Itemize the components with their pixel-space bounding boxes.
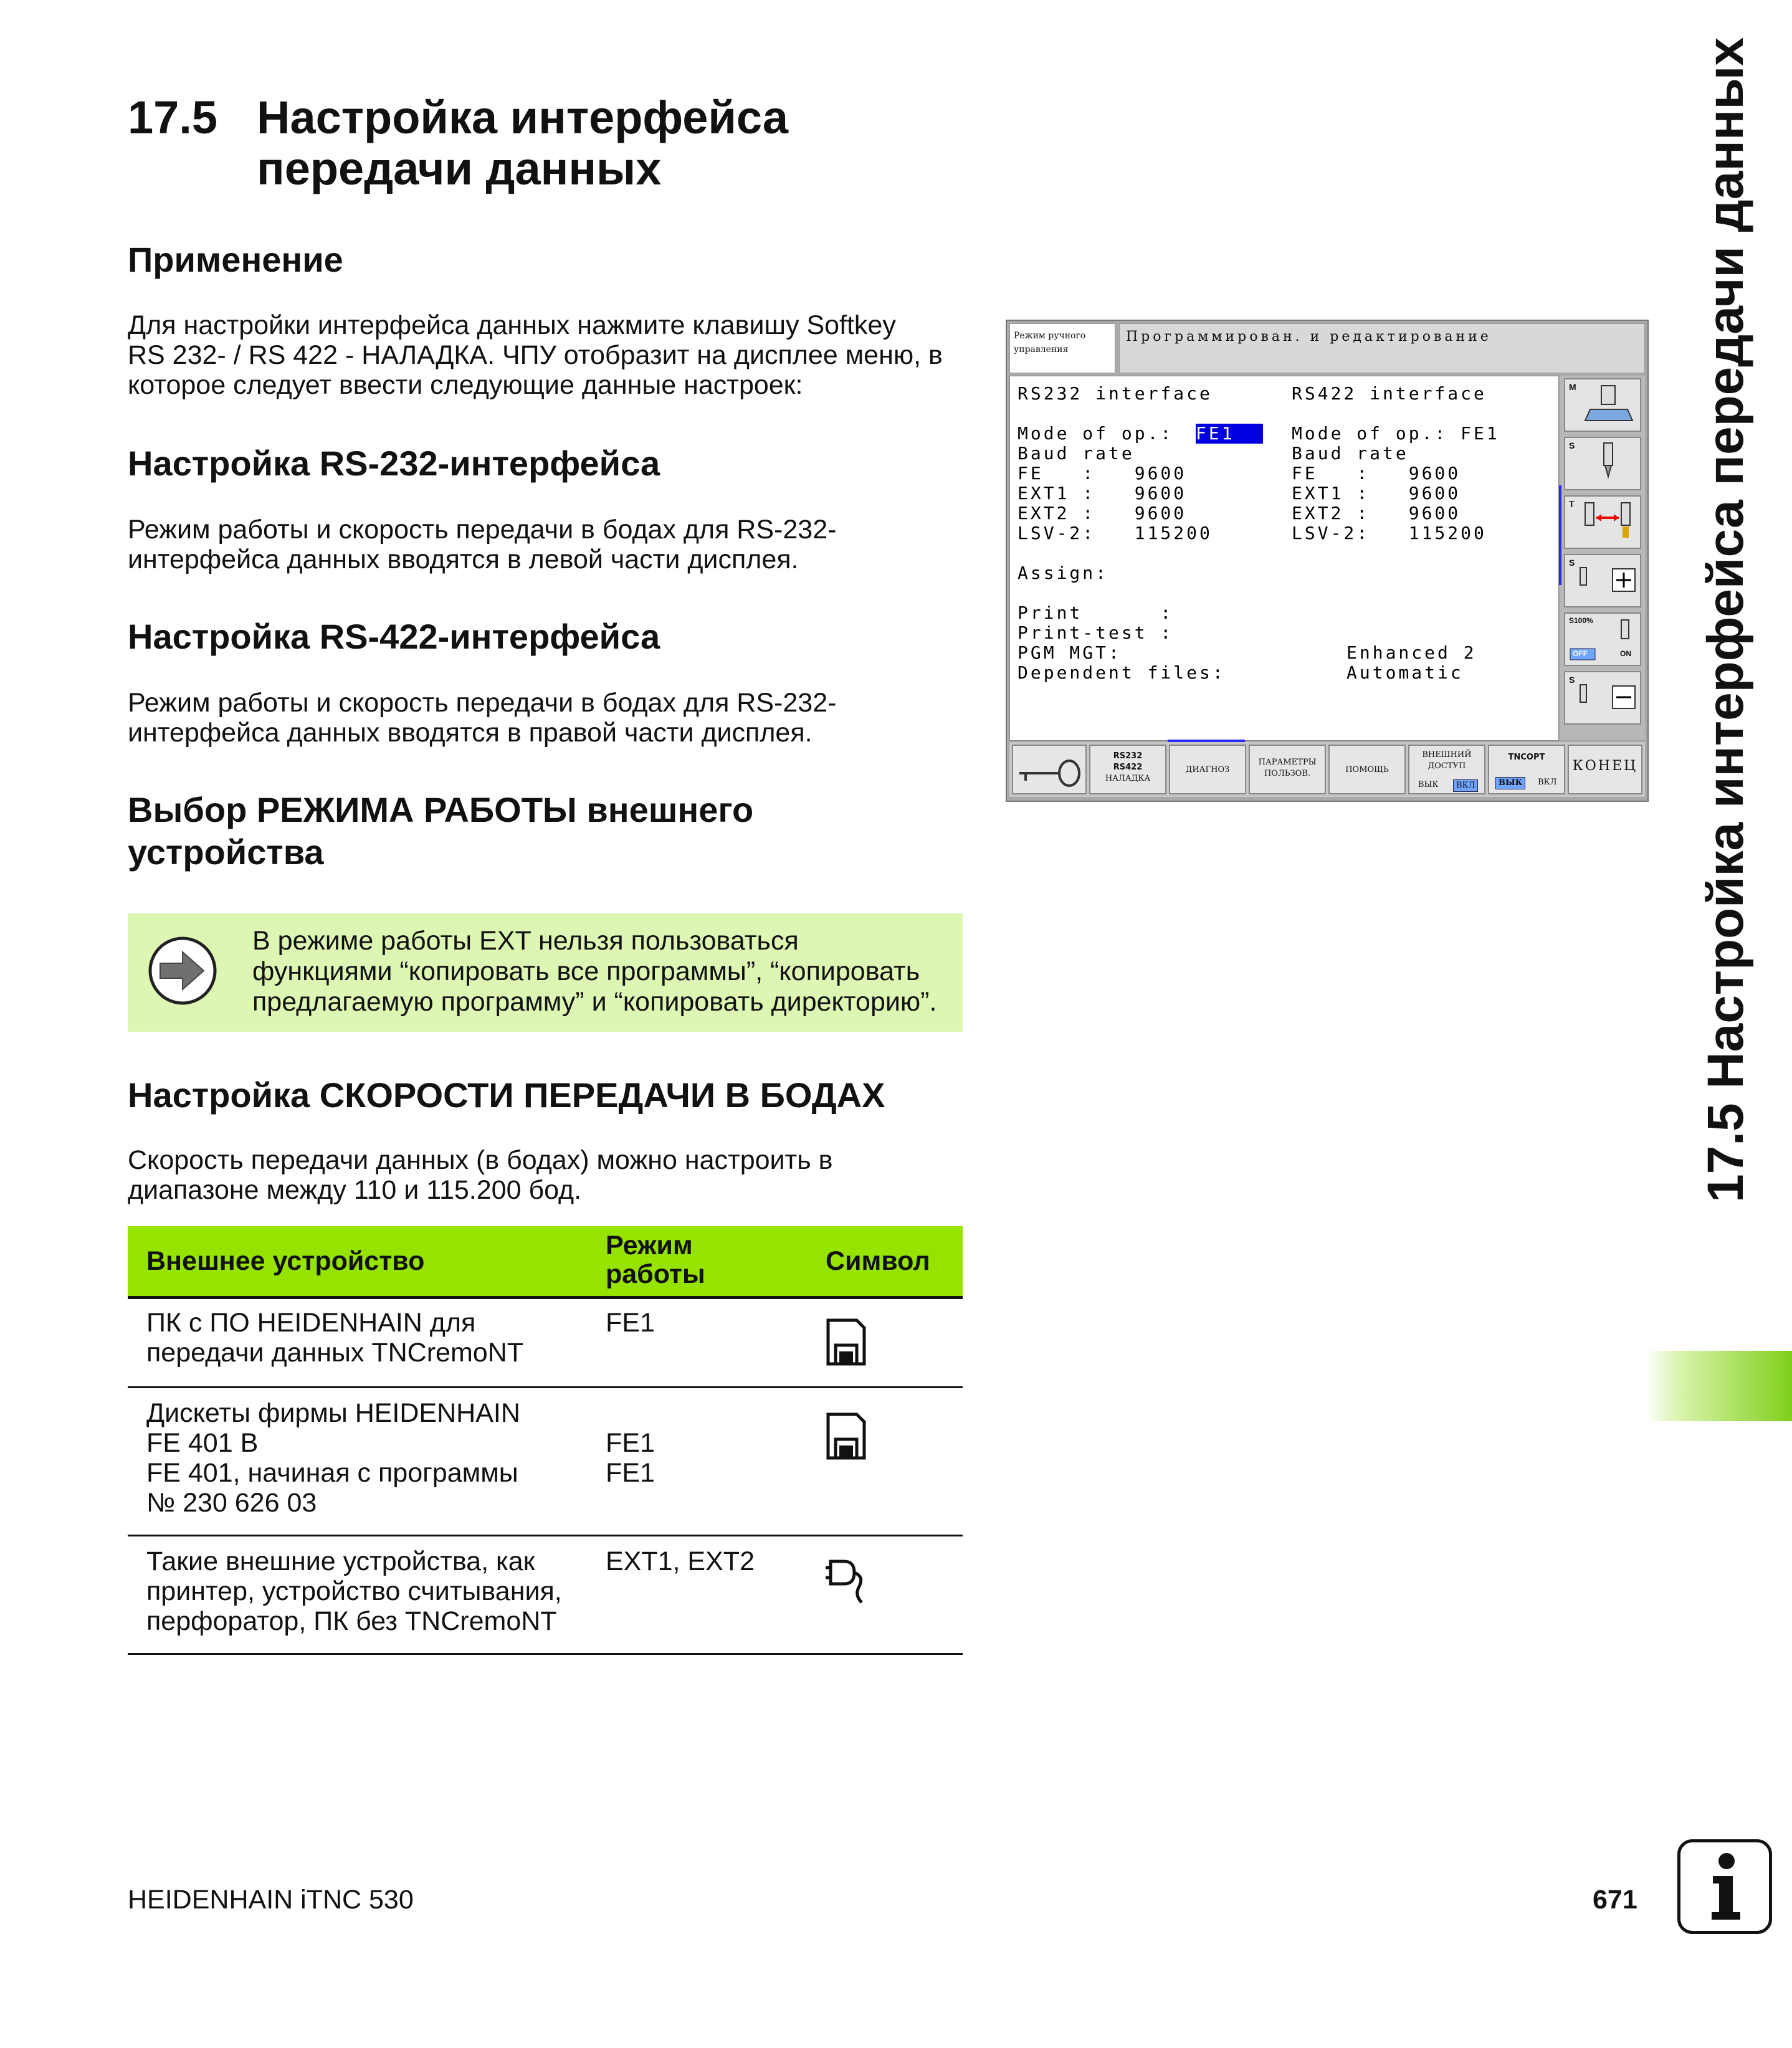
rs422-heading: Настройка RS-422-интерфейса — [128, 617, 660, 656]
help-softkey[interactable] — [1328, 745, 1406, 794]
note-line: функциями “копировать все программы”, “копировать — [252, 956, 920, 986]
rs422-fe-field[interactable]: FE : 9600 — [1292, 463, 1461, 483]
mode-line: EXT1, EXT2 — [606, 1546, 755, 1576]
active-underline — [1168, 740, 1245, 742]
mode-cell — [606, 1546, 793, 1576]
table-header — [128, 1226, 963, 1299]
mode-line — [606, 1398, 793, 1428]
softkey-line: ПОЛЬЗОВ. — [1264, 769, 1311, 778]
mode-label-line2: управления — [1014, 345, 1069, 355]
note-box — [128, 913, 963, 1032]
mode-label-line1: Режим ручного — [1014, 331, 1086, 341]
device-line: FE 401, начиная с программы — [146, 1458, 518, 1488]
application-line: которое следует ввести следующие данные настроек: — [128, 370, 803, 400]
mode-select-heading-line1: Выбор РЕЖИМА РАБОТЫ внешнего — [128, 790, 754, 829]
softkey-t[interactable] — [1564, 495, 1641, 549]
softkey-line: ВНЕШНИЙ — [1422, 750, 1472, 760]
dependent-files-value[interactable]: Automatic — [1346, 662, 1464, 683]
chapter-tab — [1645, 1351, 1792, 1421]
softkey-line: TNCOPT — [1508, 753, 1545, 762]
assign-label: Assign: — [1018, 563, 1109, 583]
softkey-line: НАЛАДКА — [1105, 774, 1151, 783]
plug-icon — [826, 1558, 867, 1612]
operating-mode-label — [1009, 323, 1115, 373]
softkey-line: КОНЕЦ — [1572, 758, 1638, 774]
section-title — [257, 92, 973, 194]
softkey-label: T — [1569, 499, 1575, 509]
device-line: № 230 626 03 — [146, 1488, 317, 1518]
application-line: Для настройки интерфейса данных нажмите клавишу Softkey — [128, 310, 896, 340]
scroll-indicator — [1559, 485, 1561, 585]
device-cell — [146, 1398, 583, 1518]
tool-change-icon — [1565, 497, 1640, 548]
mode-line: FE1 — [606, 1308, 655, 1338]
floppy-disk-icon — [826, 1318, 867, 1373]
off-label: OFF — [1573, 649, 1588, 658]
vertical-softkey-bar — [1560, 376, 1645, 740]
rs422-line: интерфейса данных вводятся в правой части дисплея. — [128, 718, 813, 748]
tool-icon — [1565, 438, 1640, 489]
softkey-label: M — [1569, 382, 1576, 392]
softkey-label: S — [1569, 558, 1575, 568]
rs422-ext2-field[interactable]: EXT2 : 9600 — [1292, 503, 1461, 523]
plus-icon — [1565, 555, 1640, 606]
print-test-field[interactable]: Print-test : — [1018, 622, 1174, 643]
softkey-s-minus[interactable] — [1564, 671, 1641, 725]
section-title-line2: передачи данных — [257, 143, 662, 194]
rs422-text — [128, 688, 963, 748]
softkey-line: ДОСТУП — [1427, 761, 1466, 771]
softkey-line: ПОМОЩЬ — [1345, 765, 1389, 774]
baud-line: Скорость передачи данных (в бодах) можно настроить в — [128, 1145, 833, 1175]
manual-name: HEIDENHAIN iTNC 530 — [128, 1885, 414, 1915]
application-line: RS 232- / RS 422 - НАЛАДКА. ЧПУ отобразит на дисплее меню, в — [128, 340, 943, 370]
rs232-header: RS232 interface — [1018, 383, 1213, 404]
softkey-label: S — [1569, 441, 1575, 450]
ext-off-label: ВЫК — [1418, 780, 1439, 789]
table-row — [128, 1299, 963, 1388]
device-line: FE 401 B — [146, 1428, 259, 1458]
softkey-line: RS422 — [1113, 763, 1143, 772]
minus-icon — [1565, 672, 1640, 723]
application-text — [128, 310, 963, 400]
pgm-mgt-label: PGM MGT: — [1018, 642, 1122, 663]
rs232-line: интерфейса данных вводятся в левой части дисплея. — [128, 545, 799, 574]
tncopt-softkey[interactable] — [1488, 745, 1565, 794]
section-number: 17.5 — [128, 92, 218, 143]
rs232-baud-label: Baud rate — [1018, 443, 1135, 464]
control-screen — [1006, 320, 1649, 802]
info-icon — [1677, 1839, 1772, 1934]
ext-on-label: ВКЛ — [1453, 779, 1478, 792]
tncopt-off-label: ВЫК — [1495, 777, 1525, 789]
rs422-lsv2-field[interactable]: LSV-2: 115200 — [1292, 523, 1487, 543]
device-line: Такие внешние устройства, как — [146, 1546, 535, 1576]
key-icon — [1013, 746, 1085, 793]
device-table — [128, 1226, 963, 1655]
rs232-mode-label: Mode of op.: — [1018, 423, 1174, 444]
device-line: перфоратор, ПК без TNCremoNT — [146, 1606, 557, 1636]
rs232-ext2-field[interactable]: EXT2 : 9600 — [1018, 503, 1187, 523]
rs-setup-softkey[interactable] — [1089, 745, 1166, 794]
baud-text — [128, 1145, 963, 1205]
column-header-symbol: Символ — [826, 1246, 930, 1276]
spindle-icon — [1565, 379, 1640, 431]
device-line: ПК с ПО HEIDENHAIN для — [146, 1308, 476, 1338]
note-text — [252, 926, 956, 1017]
rs422-header: RS422 interface — [1292, 383, 1487, 404]
arrow-right-icon — [148, 936, 217, 1006]
softkey-bar — [1009, 742, 1645, 797]
rs232-ext1-field[interactable]: EXT1 : 9600 — [1018, 483, 1187, 503]
softkey-label: S100% — [1569, 616, 1593, 625]
on-label: ON — [1620, 649, 1631, 658]
softkey-line: RS232 — [1113, 751, 1143, 761]
section-title-line1: Настройка интерфейса — [257, 92, 789, 143]
rs422-mode: Mode of op.: FE1 — [1292, 423, 1500, 444]
user-params-softkey[interactable] — [1249, 745, 1326, 794]
baud-heading: Настройка СКОРОСТИ ПЕРЕДАЧИ В БОДАХ — [128, 1075, 885, 1115]
key-icon-softkey[interactable] — [1012, 745, 1087, 794]
rs232-text — [128, 515, 963, 574]
column-header-mode-line2: работы — [606, 1259, 705, 1289]
rs232-heading: Настройка RS-232-интерфейса — [128, 444, 660, 483]
mode-cell — [606, 1398, 793, 1488]
softkey-line: ДИАГНОЗ — [1185, 765, 1230, 774]
device-line: передачи данных TNCremoNT — [146, 1338, 524, 1368]
device-line: принтер, устройство считывания, — [146, 1576, 562, 1606]
rs422-line: Режим работы и скорость передачи в бодах для RS-232- — [128, 688, 837, 718]
column-header-device: Внешнее устройство — [146, 1246, 425, 1276]
rs232-line: Режим работы и скорость передачи в бодах для RS-232- — [128, 515, 837, 545]
page-number: 671 — [1593, 1885, 1637, 1915]
mode-cell — [606, 1308, 793, 1338]
device-cell — [146, 1546, 583, 1636]
floppy-disk-icon — [826, 1412, 867, 1467]
rs232-lsv2-field[interactable]: LSV-2: 115200 — [1018, 523, 1213, 543]
table-row — [128, 1536, 963, 1655]
table-row — [128, 1388, 963, 1536]
baud-line: диапазоне между 110 и 115.200 бод. — [128, 1175, 582, 1205]
mode-line: FE1 — [606, 1458, 655, 1488]
softkey-m[interactable] — [1564, 378, 1641, 432]
device-line: Дискеты фирмы HEIDENHAIN — [146, 1398, 520, 1428]
rs232-mode-field[interactable]: FE1 — [1196, 424, 1263, 444]
mode-select-heading — [128, 789, 963, 874]
device-cell — [146, 1308, 583, 1368]
softkey-s[interactable] — [1564, 437, 1641, 490]
mode-line: FE1 — [606, 1428, 655, 1458]
softkey-s-plus[interactable] — [1564, 554, 1641, 607]
column-header-mode-line1: Режим — [606, 1231, 693, 1260]
rs422-baud-label: Baud rate — [1292, 443, 1409, 464]
note-line: В режиме работы EXT нельзя пользоваться — [252, 926, 799, 956]
mode-select-heading-line2: устройства — [128, 832, 324, 872]
dependent-files-label: Dependent files: — [1018, 662, 1226, 683]
diagnosis-softkey[interactable] — [1169, 745, 1246, 794]
screen-title: Программирован. и редактирование — [1119, 323, 1645, 373]
pgm-mgt-value[interactable]: Enhanced 2 — [1346, 642, 1477, 663]
application-heading: Применение — [128, 240, 343, 279]
interface-settings-panel — [1009, 376, 1559, 741]
note-line: предлагаемую программу” и “копировать директорию”. — [252, 987, 937, 1017]
side-section-title: 17.5 Настройка интерфейса передачи данных — [1697, 37, 1754, 1203]
rs422-ext1-field[interactable]: EXT1 : 9600 — [1292, 483, 1461, 503]
column-header-mode — [606, 1231, 705, 1288]
end-softkey[interactable] — [1568, 745, 1642, 794]
tncopt-on-label: ВКЛ — [1538, 778, 1557, 787]
external-access-softkey[interactable] — [1408, 745, 1485, 794]
softkey-label: S — [1569, 675, 1575, 685]
rs232-fe-field[interactable]: FE : 9600 — [1018, 463, 1187, 483]
softkey-s100[interactable] — [1564, 612, 1641, 666]
print-field[interactable]: Print : — [1018, 602, 1174, 623]
softkey-line: ПАРАМЕТРЫ — [1258, 758, 1317, 767]
